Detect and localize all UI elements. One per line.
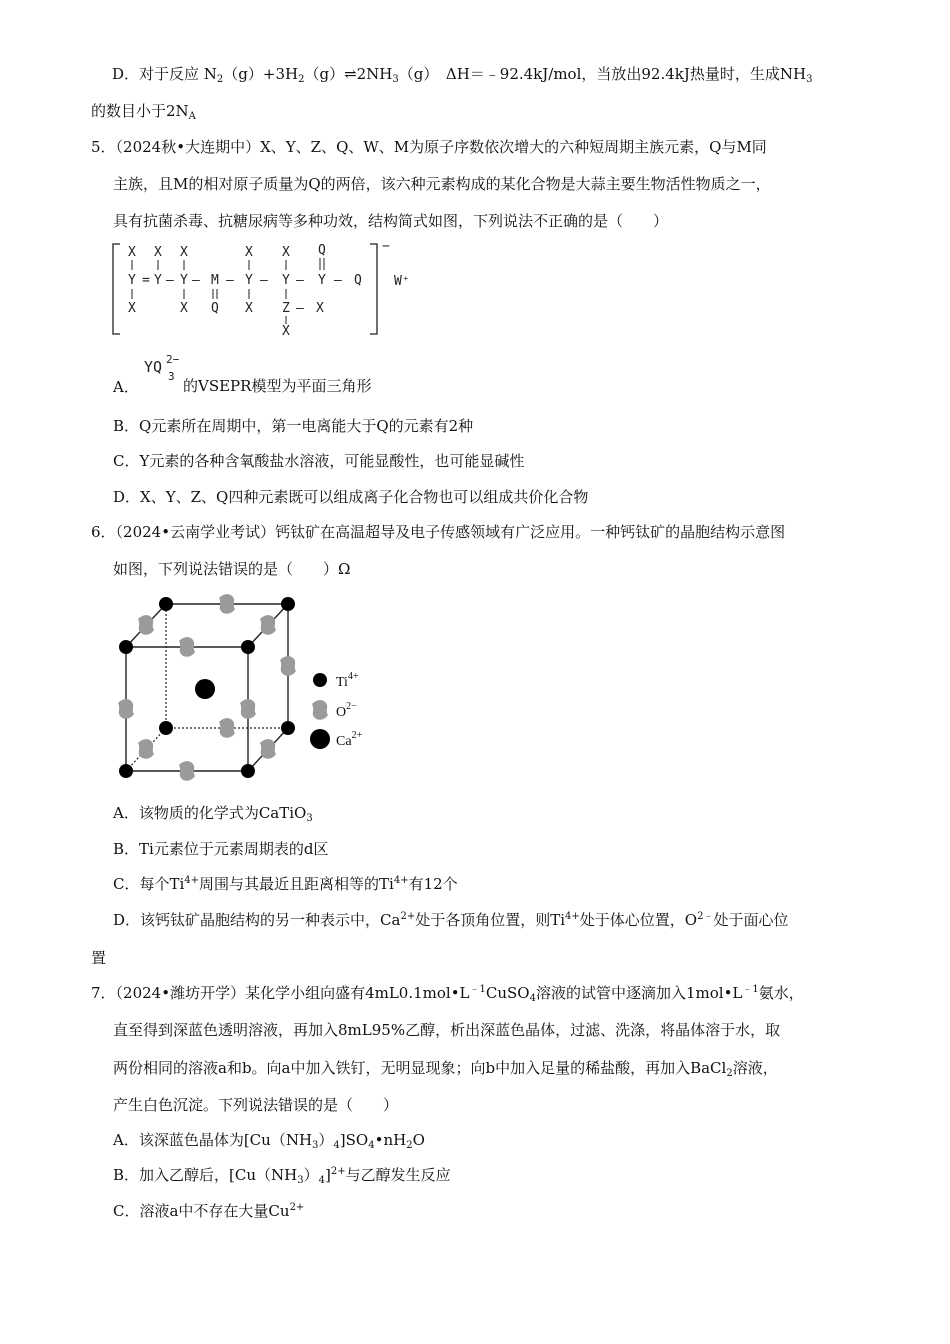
atom: X: [180, 245, 188, 260]
sub: 4: [529, 993, 536, 1004]
q6-option-c: [113, 874, 458, 894]
text: D．该钙钛矿晶胞结构的另一种表示中，Ca: [113, 911, 401, 929]
sup: 4+: [184, 875, 200, 886]
q6-stem-line2: 如图，下列说法错误的是（ ）Ω: [113, 560, 351, 578]
atom: Y: [180, 273, 188, 288]
bond: —: [226, 273, 234, 288]
text: A．该深蓝色晶体为[Cu（NH: [113, 1131, 313, 1149]
formula-text: YQ: [144, 358, 163, 376]
sub: 3: [306, 813, 313, 824]
sub: A: [188, 111, 196, 122]
q5-option-d: D．X、Y、Z、Q四种元素既可以组成离子化合物也可以组成共价化合物: [113, 488, 589, 506]
atom: Y: [128, 273, 136, 288]
text: CuSO: [485, 984, 530, 1002]
charge-label: −: [382, 240, 390, 254]
atom: X: [245, 245, 253, 260]
atom: X: [282, 324, 290, 339]
counter-ion: W⁺: [394, 274, 410, 289]
text: ）: [303, 1166, 319, 1184]
q7-option-b: [113, 1165, 451, 1185]
text: B．加入乙醇后，[Cu（NH: [113, 1166, 298, 1184]
legend-ca-dot: [310, 729, 330, 749]
text: D．对于反应 N: [112, 65, 217, 83]
sub: 3: [392, 74, 399, 85]
q5-stem-line1: 5．（2024秋•大连期中）X、Y、Z、Q、W、M为原子序数依次增大的六种短周期主族元素，Q与M同: [91, 138, 767, 156]
legend-ca-charge: 2+: [351, 730, 363, 741]
bond: =: [142, 273, 150, 288]
legend-o-symbol: O: [336, 705, 347, 720]
sub: 3: [312, 1140, 319, 1151]
q5-stem-line2: 主族，且M的相对原子质量为Q的两倍，该六种元素构成的某化合物是大蒜主要生物活性物质之一，: [113, 175, 771, 193]
sub: 2: [216, 74, 224, 85]
atom: Q: [354, 273, 362, 288]
sup: 4+: [393, 875, 409, 886]
text: A．该物质的化学式为CaTiO: [113, 804, 307, 822]
calcium-ion: [195, 679, 215, 699]
q7-stem-line4: 产生白色沉淀。下列说法错误的是（ ）: [113, 1096, 399, 1114]
bond: —: [296, 273, 304, 288]
q5-option-a-prefix: A．: [113, 378, 139, 396]
text: ）: [318, 1131, 334, 1149]
bond: —: [334, 273, 342, 288]
sub: 2: [726, 1068, 733, 1079]
sup: 2+: [400, 911, 416, 922]
atom: X: [316, 301, 324, 316]
text: （g）⇌2NH: [304, 65, 393, 83]
text: ]: [325, 1166, 331, 1184]
atom: X: [154, 245, 162, 260]
q4-option-d: [112, 64, 812, 84]
text: 溶液，: [732, 1059, 778, 1077]
text: •nH: [374, 1131, 407, 1149]
atom: X: [282, 245, 290, 260]
atom: Z: [282, 301, 290, 316]
sup: ﹣1: [469, 984, 486, 995]
sub: 4: [318, 1175, 325, 1186]
q5-option-a-formula: [143, 350, 185, 386]
text: 溶液的试管中逐滴加入1mol•L: [535, 984, 743, 1002]
atom: Y: [318, 273, 326, 288]
bond: —: [296, 301, 304, 316]
sub: 4: [333, 1140, 340, 1151]
text: 处于面心位: [713, 911, 789, 929]
sup: ﹣1: [742, 984, 759, 995]
q5-stem-line3: 具有抗菌杀毒、抗糖尿病等多种功效，结构简式如图，下列说法不正确的是（ ）: [113, 212, 669, 230]
sub: 3: [806, 74, 813, 85]
atom: X: [245, 301, 253, 316]
atom: Y: [245, 273, 253, 288]
text: 7．（2024•潍坊开学）某化学小组向盛有4mL0.1mol•L: [91, 984, 470, 1002]
sup: 2+: [289, 1202, 305, 1213]
q5-option-b: B．Q元素所在周期中，第一电离能大于Q的元素有2种: [113, 417, 474, 435]
legend-ti-label: [336, 671, 359, 690]
legend-ti-dot: [313, 673, 327, 687]
sub: 4: [368, 1140, 375, 1151]
legend-o-charge: 2−: [346, 701, 357, 712]
q4-option-d-cont: [91, 101, 196, 121]
legend-ti-charge: 4+: [347, 671, 359, 682]
q6-crystal-diagram: [108, 588, 388, 788]
atom: M: [211, 273, 219, 288]
q7-stem-line3: [113, 1058, 778, 1078]
formula-sub: 3: [168, 370, 175, 383]
q5-structure-diagram: [108, 240, 428, 340]
text: 氨水，: [758, 984, 804, 1002]
atom: X: [128, 245, 136, 260]
q6-option-d: [113, 910, 788, 930]
text: ]SO: [339, 1131, 369, 1149]
formula-charge: 2−: [166, 353, 180, 366]
q7-stem-line1: [91, 983, 804, 1003]
q6-option-b: B．Ti元素位于元素周期表的d区: [113, 840, 329, 858]
text: 两份相同的溶液a和b。向a中加入铁钉，无明显现象；向b中加入足量的稀盐酸，再加入BaCl: [113, 1059, 727, 1077]
text: O: [412, 1131, 425, 1149]
q7-stem-line2: 直至得到深蓝色透明溶液，再加入8mL95%乙醇，析出深蓝色晶体，过滤、洗涤，将晶体溶于水，取: [113, 1021, 781, 1039]
text: （g） ΔH＝﹣92.4kJ/mol，当放出92.4kJ热量时，生成NH: [398, 65, 807, 83]
atom: Y: [282, 273, 290, 288]
text: C．溶液a中不存在大量Cu: [113, 1202, 290, 1220]
text: 周围与其最近且距离相等的Ti: [199, 875, 394, 893]
q6-option-d-cont: 置: [91, 949, 107, 967]
q5-option-a-text: 的VSEPR模型为平面三角形: [183, 377, 372, 395]
legend-ca-label: [336, 730, 363, 749]
text: 的数目小于2N: [91, 102, 189, 120]
legend-o-label: [336, 701, 357, 720]
legend-ca-symbol: Ca: [336, 734, 352, 749]
sup: 2﹣: [697, 911, 714, 922]
q7-option-a: [113, 1130, 425, 1150]
atom: Q: [211, 301, 219, 316]
text: C．每个Ti: [113, 875, 185, 893]
q5-option-c: C．Y元素的各种含氧酸盐水溶液，可能显酸性，也可能显碱性: [113, 452, 525, 470]
text: 有12个: [408, 875, 458, 893]
sub: 3: [297, 1175, 304, 1186]
bond: —: [166, 273, 174, 288]
atom: X: [128, 301, 136, 316]
atom: Y: [154, 273, 162, 288]
atom: X: [180, 301, 188, 316]
sup: 4+: [565, 911, 580, 922]
bond: —: [192, 273, 200, 288]
legend-ti-symbol: Ti: [336, 675, 348, 690]
q7-option-c: [113, 1201, 304, 1221]
sub: 2: [406, 1140, 413, 1151]
text: （g）+3H: [223, 65, 299, 83]
text: 处于体心位置，O: [579, 911, 698, 929]
sub: 2: [298, 74, 305, 85]
sup: 2+: [330, 1166, 346, 1177]
q6-option-a: [113, 803, 313, 823]
q6-stem-line1: 6．（2024•云南学业考试）钙钛矿在高温超导及电子传感领域有广泛应用。一种钙钛矿的晶胞结构示意图: [91, 523, 786, 541]
text: 与乙醇发生反应: [345, 1166, 451, 1184]
text: 处于各顶角位置，则Ti: [415, 911, 566, 929]
bond: —: [260, 273, 268, 288]
atom: Q: [318, 243, 326, 258]
